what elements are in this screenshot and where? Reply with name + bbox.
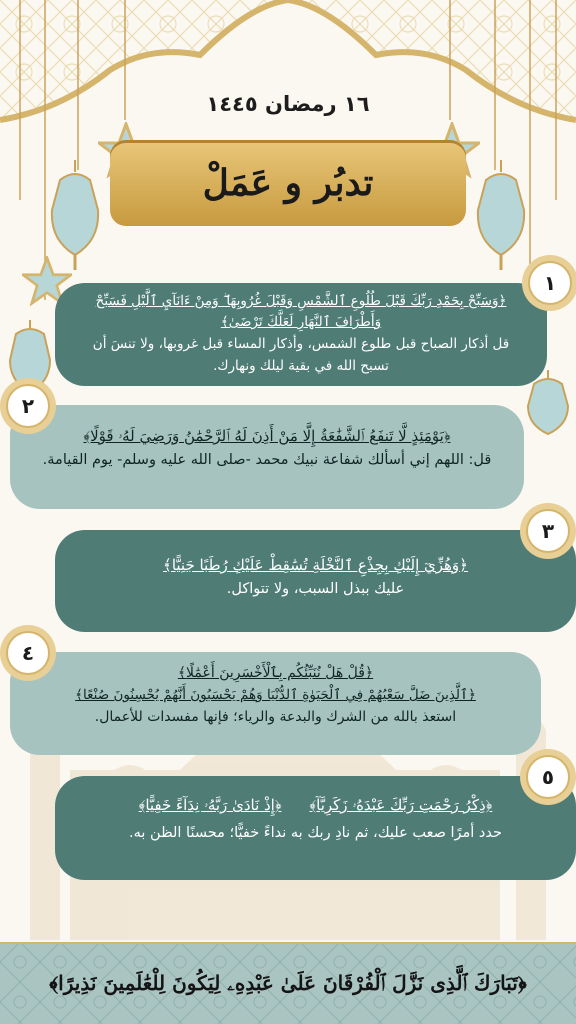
item-verse-2: ﴿ٱلَّذِينَ ضَلَّ سَعْيُهُمْ فِي ٱلْحَيَوٰةِ ٱلدُّنْيَا وَهُمْ يَحْسَبُونَ أَنَّهُمْ يُحْسِنُونَ صُنْعًا﴾ xyxy=(75,687,476,703)
item-number-badge xyxy=(520,503,576,559)
item-verse: ﴿وَسَبِّحْ بِحَمْدِ رَبِّكَ قَبْلَ طُلُوعِ ٱلشَّمْسِ وَقَبْلَ غُرُوبِهَا ۖ وَمِنْ ءَانَآيِ ٱلَّيْلِ فَسَبِّحْ وَأَطْرَافَ ٱلنَّهَارِ لَعَلَّكَ تَرْضَىٰ﴾ xyxy=(95,293,507,330)
item-card-2 xyxy=(10,405,524,509)
item-card-1 xyxy=(55,283,547,386)
item-card-4 xyxy=(10,652,541,755)
item-number-badge xyxy=(0,625,56,681)
item-number: ٤ xyxy=(6,631,50,675)
item-text: قل: اللهم إني أسألك شفاعة نبيك محمد -صلى الله عليه وسلم- يوم القيامة. xyxy=(42,452,492,468)
footer-verse: ﴿تَبَارَكَ ٱلَّذِى نَزَّلَ ٱلْفُرْقَانَ عَلَىٰ عَبْدِهِۦ لِيَكُونَ لِلْعَٰلَمِينَ نَذِيرًا﴾ xyxy=(49,971,527,995)
item-number-badge xyxy=(520,749,576,805)
item-verse-2: ﴿إِذْ نَادَىٰ رَبَّهُۥ نِدَآءً خَفِيًّا﴾ xyxy=(138,796,282,814)
item-number-badge xyxy=(0,378,56,434)
item-verse: ﴿وَهُزِّيٓ إِلَيْكِ بِجِذْعِ ٱلنَّخْلَةِ تُسَٰقِطْ عَلَيْكِ رُطَبًا جَنِيًّا﴾ xyxy=(163,556,468,574)
item-number-badge xyxy=(522,255,576,311)
item-text: قل أذكار الصباح قبل طلوع الشمس، وأذكار المساء قبل غروبها، ولا تنسَ أن تسبح الله في بقية ليلك ونهارك. xyxy=(92,336,510,374)
item-verse: ﴿يَوْمَئِذٍ لَّا تَنفَعُ ٱلشَّفَٰعَةُ إِلَّا مَنْ أَذِنَ لَهُ ٱلرَّحْمَٰنُ وَرَضِيَ لَهُۥ قَوْلًا﴾ xyxy=(83,427,451,445)
item-verse: ﴿قُلْ هَلْ نُنَبِّئُكُم بِٱلْأَخْسَرِينَ أَعْمَٰلًا﴾ xyxy=(177,665,374,681)
date-label: ١٦ رمضان ١٤٤٥ xyxy=(206,92,370,116)
item-card-5 xyxy=(55,776,576,880)
item-number: ٣ xyxy=(526,509,570,553)
item-number: ٥ xyxy=(526,755,570,799)
item-verse: ﴿ذِكْرُ رَحْمَتِ رَبِّكَ عَبْدَهُۥ زَكَرِيَّآ﴾ xyxy=(309,796,493,814)
item-text: حدد أمرًا صعب عليك، ثم نادِ ربك به نداءً خفيًّا؛ محسنًا الظن به. xyxy=(129,825,502,841)
item-number: ٢ xyxy=(6,384,50,428)
item-text: عليك ببذل السبب، ولا تتواكل. xyxy=(226,581,405,597)
item-card-3 xyxy=(55,530,576,632)
page-title: تدبُر و عَمَلْ xyxy=(202,162,374,204)
item-text: استعذ بالله من الشرك والبدعة والرياء؛ فإنها مفسدات للأعمال. xyxy=(94,709,457,725)
item-number: ١ xyxy=(528,261,572,305)
item-verses-row xyxy=(77,794,554,817)
